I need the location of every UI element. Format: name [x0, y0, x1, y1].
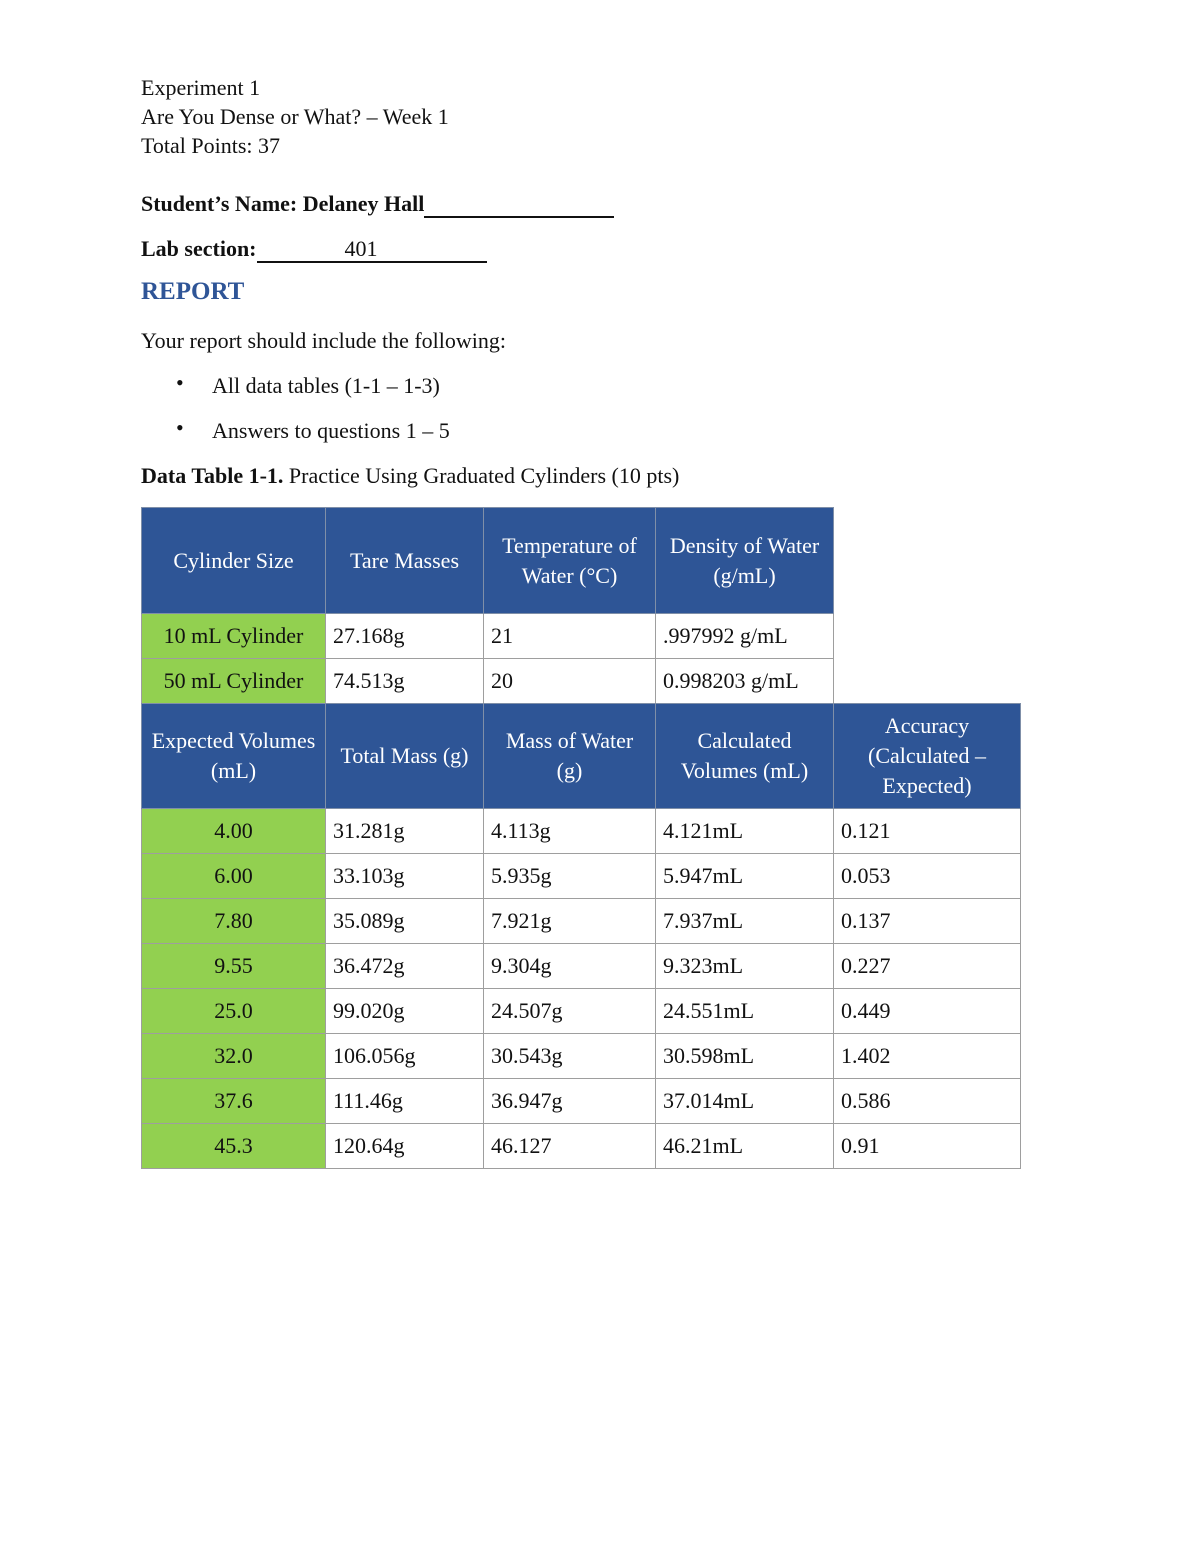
- student-name-line: [141, 189, 614, 218]
- header-accuracy: Accuracy (Calculated – Expected): [834, 704, 1021, 809]
- cylinder-size-cell: 10 mL Cylinder: [142, 614, 326, 659]
- student-name: Student’s Name: Delaney Hall: [141, 191, 425, 216]
- header-cylinder-size: Cylinder Size: [142, 508, 326, 614]
- bullet-item: All data tables (1-1 – 1-3): [212, 373, 440, 398]
- expected-volume-cell: 7.80: [142, 899, 326, 944]
- table-cell: 0.227: [834, 944, 1021, 989]
- lab-section-line: [141, 234, 487, 263]
- header-temperature: Temperature of Water (°C): [484, 508, 656, 614]
- lab-section-value: 401: [344, 236, 378, 261]
- table-cell: 106.056g: [326, 1034, 484, 1079]
- bullet-dot: •: [176, 370, 184, 395]
- header-tare-masses: Tare Masses: [326, 508, 484, 614]
- expected-volume-cell: 9.55: [142, 944, 326, 989]
- lab-section-field: [257, 234, 487, 263]
- table-cell: 24.507g: [484, 989, 656, 1034]
- expected-volume-cell: 6.00: [142, 854, 326, 899]
- table-cell: 46.21mL: [656, 1124, 834, 1169]
- table-cell: 46.127: [484, 1124, 656, 1169]
- report-heading: REPORT: [141, 278, 245, 305]
- bullet-dot: •: [176, 415, 184, 440]
- table-cell: 4.121mL: [656, 809, 834, 854]
- table-cell: 0.053: [834, 854, 1021, 899]
- table-cell: .997992 g/mL: [656, 614, 834, 659]
- experiment-title: Experiment 1: [141, 75, 261, 100]
- name-underline: [424, 189, 614, 218]
- header-total-mass: Total Mass (g): [326, 704, 484, 809]
- table-cell: 99.020g: [326, 989, 484, 1034]
- expected-volume-cell: 37.6: [142, 1079, 326, 1124]
- table-row: [142, 854, 1021, 899]
- table-cell: 0.91: [834, 1124, 1021, 1169]
- table-caption: [141, 461, 679, 490]
- table-row: [142, 1079, 1021, 1124]
- table-header-row: [142, 508, 834, 614]
- cylinder-size-cell: 50 mL Cylinder: [142, 659, 326, 704]
- expected-volume-cell: 25.0: [142, 989, 326, 1034]
- table-cell: 20: [484, 659, 656, 704]
- header-mass-of-water: Mass of Water (g): [484, 704, 656, 809]
- table-cell: 9.323mL: [656, 944, 834, 989]
- table-cell: 9.304g: [484, 944, 656, 989]
- table-cell: 7.937mL: [656, 899, 834, 944]
- table-cell: 0.449: [834, 989, 1021, 1034]
- table-cell: 35.089g: [326, 899, 484, 944]
- data-table-1-1-top: [141, 507, 834, 704]
- table-cell: 37.014mL: [656, 1079, 834, 1124]
- table-header-row: [142, 704, 1021, 809]
- table-cell: 31.281g: [326, 809, 484, 854]
- table-row: [142, 809, 1021, 854]
- table-row: [142, 614, 834, 659]
- table-cell: 36.472g: [326, 944, 484, 989]
- table-row: [142, 899, 1021, 944]
- table-cell: 33.103g: [326, 854, 484, 899]
- table-row: [142, 659, 834, 704]
- table-caption-text: Practice Using Graduated Cylinders (10 pts): [283, 463, 680, 488]
- table-cell: 5.947mL: [656, 854, 834, 899]
- table-row: [142, 989, 1021, 1034]
- table-cell: 21: [484, 614, 656, 659]
- header-expected-volumes: Expected Volumes (mL): [142, 704, 326, 809]
- lab-section-label: Lab section:: [141, 236, 257, 261]
- table-cell: 30.543g: [484, 1034, 656, 1079]
- table-row: [142, 944, 1021, 989]
- table-cell: 4.113g: [484, 809, 656, 854]
- data-table-1-1-bottom: [141, 703, 1021, 1169]
- expected-volume-cell: 4.00: [142, 809, 326, 854]
- table-cell: 5.935g: [484, 854, 656, 899]
- table-caption-label: Data Table 1-1.: [141, 463, 284, 488]
- table-cell: 0.121: [834, 809, 1021, 854]
- total-points: Total Points: 37: [141, 133, 281, 158]
- header-calculated-volumes: Calculated Volumes (mL): [656, 704, 834, 809]
- table-cell: 30.598mL: [656, 1034, 834, 1079]
- table-cell: 0.137: [834, 899, 1021, 944]
- table-row: [142, 1124, 1021, 1169]
- table-cell: 24.551mL: [656, 989, 834, 1034]
- expected-volume-cell: 45.3: [142, 1124, 326, 1169]
- bullet-item: Answers to questions 1 – 5: [212, 418, 450, 443]
- table-cell: 74.513g: [326, 659, 484, 704]
- table-cell: 120.64g: [326, 1124, 484, 1169]
- table-cell: 27.168g: [326, 614, 484, 659]
- table-cell: 7.921g: [484, 899, 656, 944]
- table-cell: 0.586: [834, 1079, 1021, 1124]
- table-cell: 0.998203 g/mL: [656, 659, 834, 704]
- table-cell: 111.46g: [326, 1079, 484, 1124]
- expected-volume-cell: 32.0: [142, 1034, 326, 1079]
- report-intro: Your report should include the following:: [141, 328, 507, 353]
- experiment-subtitle: Are You Dense or What? – Week 1: [141, 104, 449, 129]
- table-cell: 1.402: [834, 1034, 1021, 1079]
- table-row: [142, 1034, 1021, 1079]
- table-cell: 36.947g: [484, 1079, 656, 1124]
- header-density: Density of Water (g/mL): [656, 508, 834, 614]
